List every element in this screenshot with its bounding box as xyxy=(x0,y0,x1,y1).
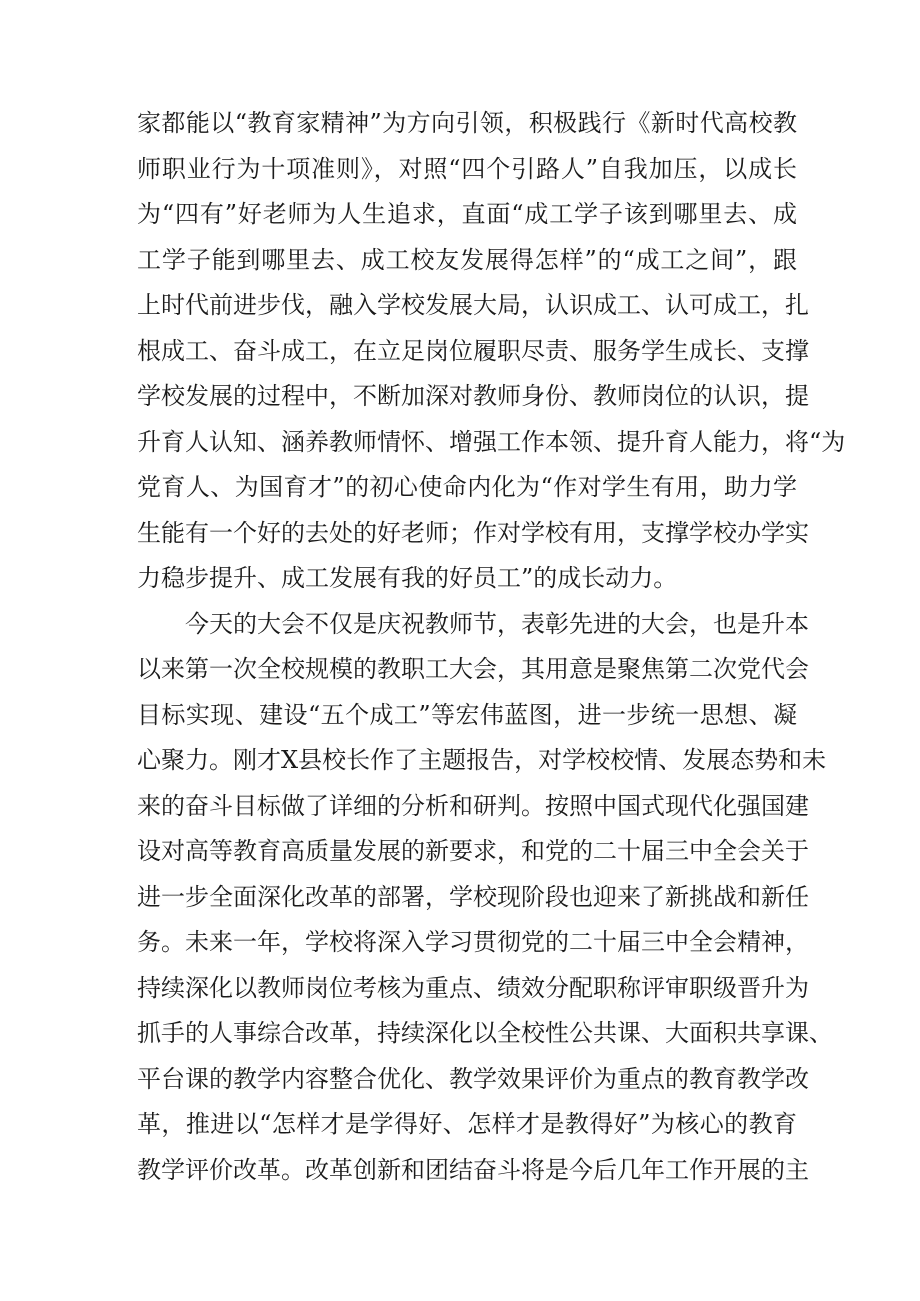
text-line: 以来第一次全校规模的教职工大会，其用意是聚焦第二次党代会 xyxy=(137,655,809,683)
text-line: 务。未来一年，学校将深入学习贯彻党的二十届三中全会精神， xyxy=(137,928,809,956)
text-line: 上时代前进步伐，融入学校发展大局，认识成工、认可成工，扎 xyxy=(137,291,809,319)
text-line: 设对高等教育高质量发展的新要求，和党的二十届三中全会关于 xyxy=(137,837,809,865)
text-line: 家都能以“教育家精神”为方向引领，积极践行《新时代高校教 xyxy=(137,109,797,137)
text-line: 学校发展的过程中，不断加深对教师身份、教师岗位的认识，提 xyxy=(137,382,809,410)
text-line: 生能有一个好的去处的好老师；作对学校有用，支撑学校办学实 xyxy=(137,518,809,547)
text-line: 平台课的教学内容整合优化、教学效果评价为重点的教育教学改 xyxy=(137,1064,809,1093)
body-text xyxy=(137,101,846,1193)
text-line: 教学评价改革。改革创新和团结奋斗将是今后几年工作开展的主 xyxy=(137,1155,809,1184)
text-line: 师职业行为十项准则》，对照“四个引路人”自我加压，以成长 xyxy=(137,154,797,183)
text-line: 升育人认知、涵养教师情怀、增强工作本领、提升育人能力，将“为 xyxy=(137,427,846,456)
text-line: 工学子能到哪里去、成工校友发展得怎样”的“成工之间”，跟 xyxy=(137,245,797,274)
text-line: 根成工、奋斗成工，在立足岗位履职尽责、服务学生成长、支撑 xyxy=(137,336,809,365)
text-line: 革，推进以“怎样才是学得好、怎样才是教得好”为核心的教育 xyxy=(137,1110,797,1138)
paragraph-end-line: 力稳步提升、成工发展有我的好员工”的成长动力。 xyxy=(137,564,678,592)
text-line: 为“四有”好老师为人生追求，直面“成工学子该到哪里去、成 xyxy=(137,200,797,228)
text-line: 抓手的人事综合改革，持续深化以全校性公共课、大面积共享课、 xyxy=(137,1019,833,1047)
text-line: 持续深化以教师岗位考核为重点、绩效分配职称评审职级晋升为 xyxy=(137,973,809,1002)
text-line: 来的奋斗目标做了详细的分析和研判。按照中国式现代化强国建 xyxy=(137,791,809,820)
text-line: 心聚力。刚才X县校长作了主题报告，对学校校情、发展态势和未 xyxy=(137,746,827,774)
text-line: 今天的大会不仅是庆祝教师节，表彰先进的大会，也是升本 xyxy=(137,609,809,638)
text-line: 党育人、为国育才”的初心使命内化为“作对学生有用，助力学 xyxy=(137,473,797,501)
text-line: 目标实现、建设“五个成工”等宏伟蓝图，进一步统一思想、凝 xyxy=(137,700,797,729)
text-line: 进一步全面深化改革的部署，学校现阶段也迎来了新挑战和新任 xyxy=(137,882,809,911)
